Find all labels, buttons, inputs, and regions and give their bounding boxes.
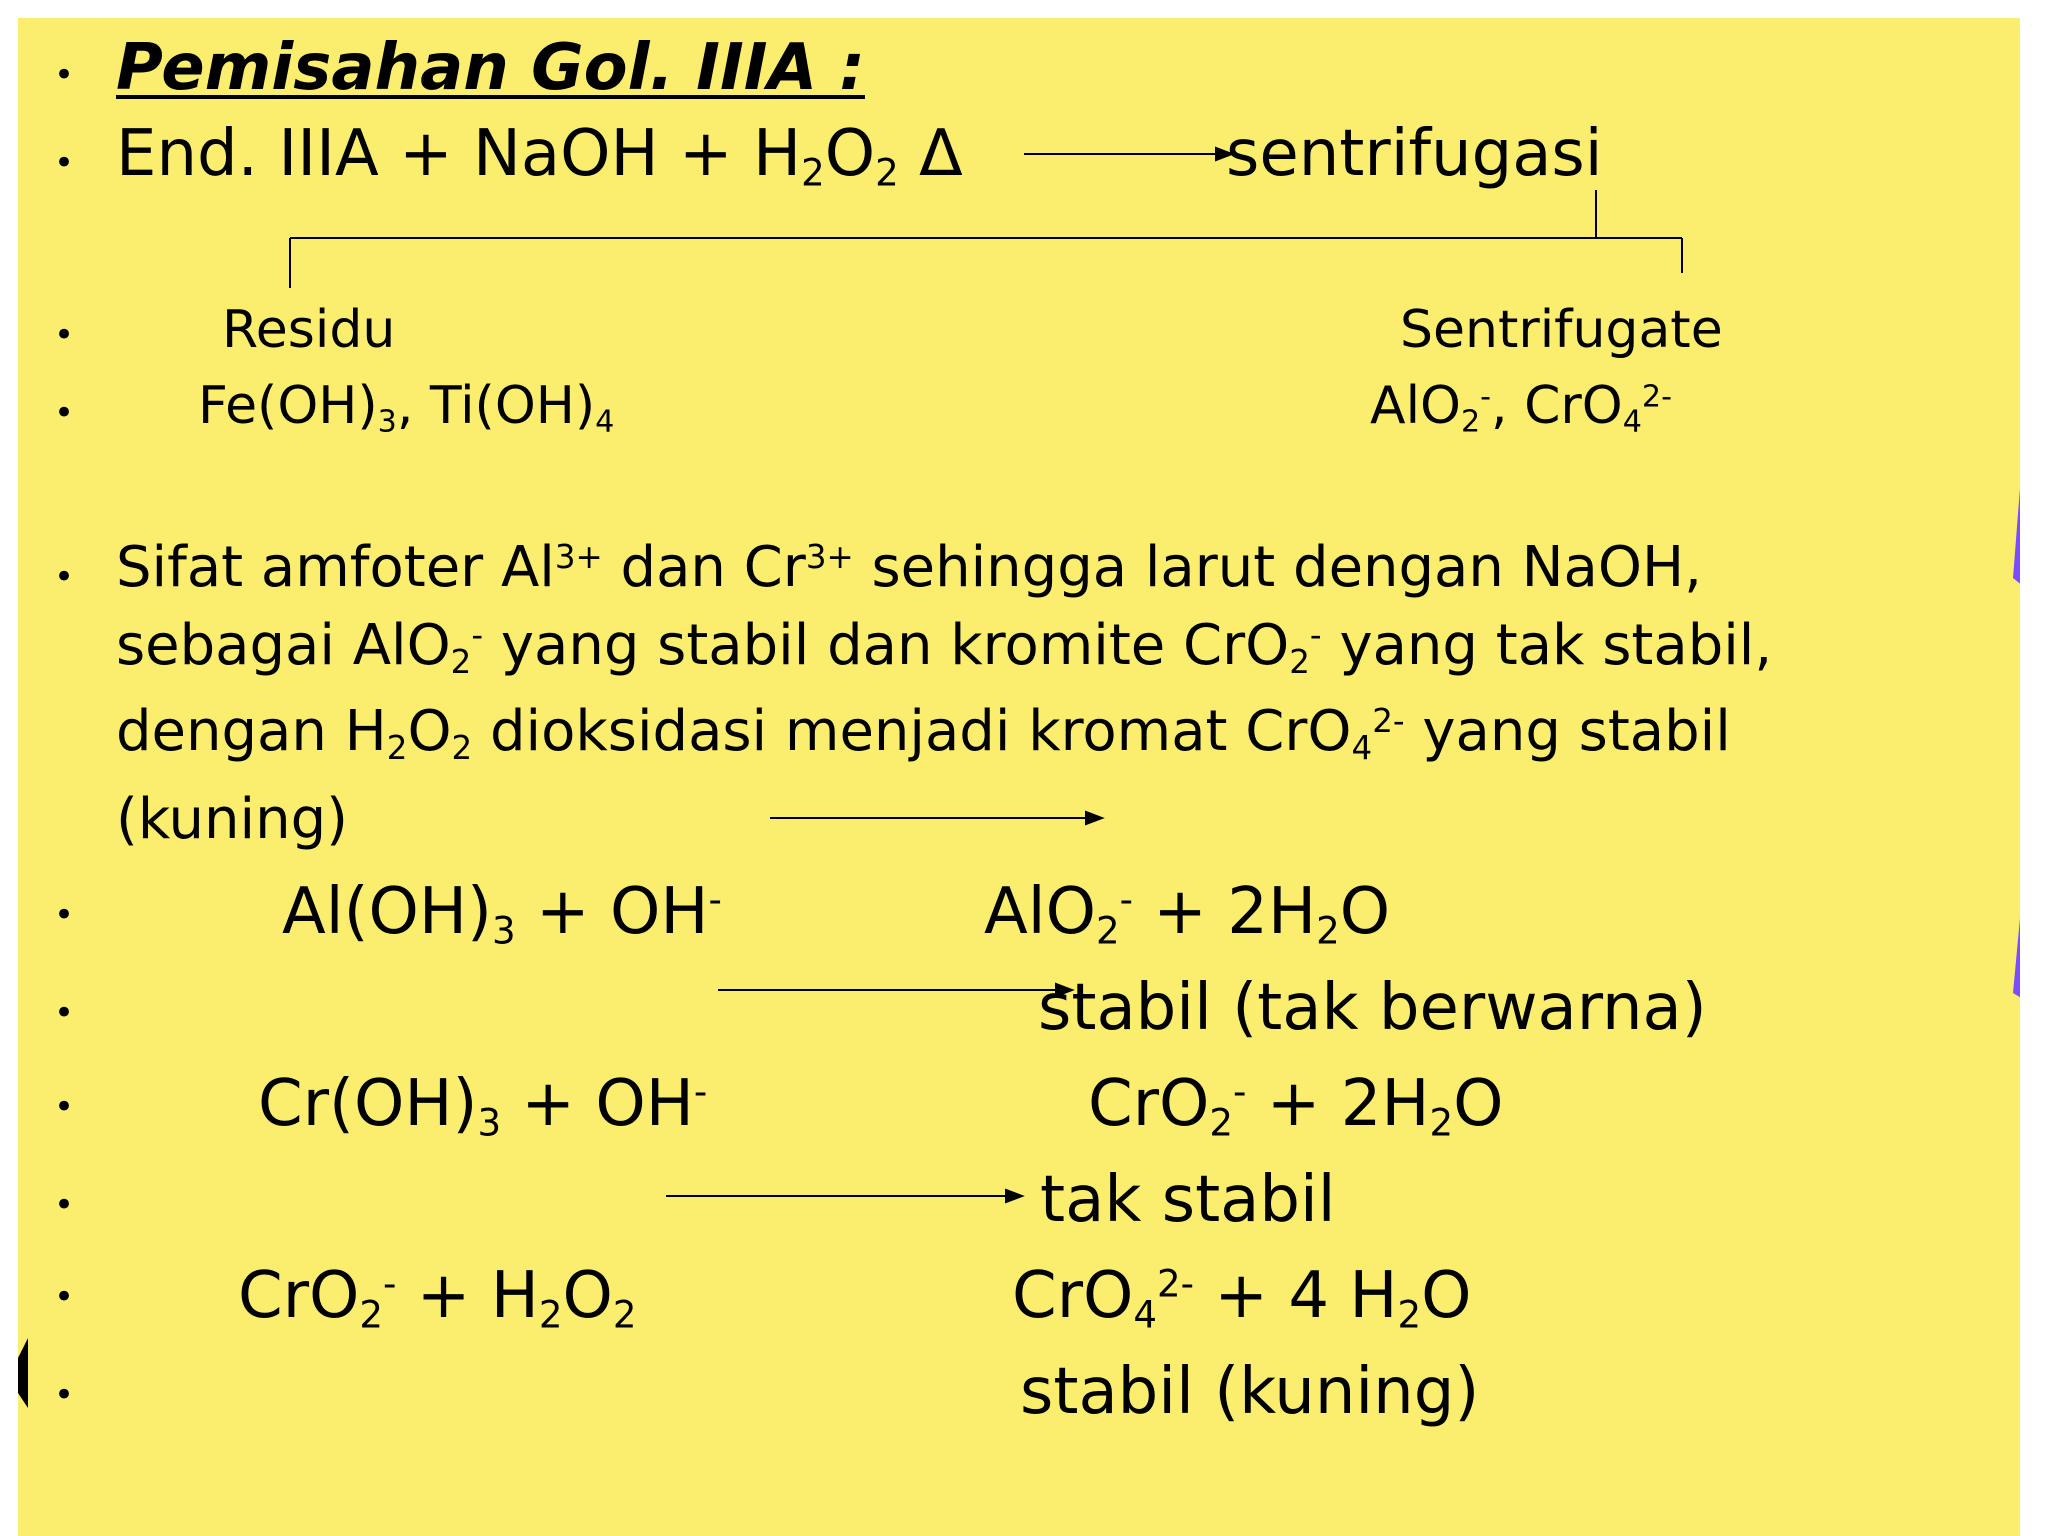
slide bbox=[18, 18, 2020, 1536]
slide-title: Pemisahan Gol. IIIA : bbox=[116, 31, 865, 105]
bullet: • bbox=[54, 993, 75, 1033]
main-reaction: End. IIIA + NaOH + $H_2O_2$ Δ bbox=[116, 117, 963, 195]
eq3-right: CrO$_4^{2-}$ + 4 $H_2O$ bbox=[1012, 1259, 1472, 1337]
eq2-left: $Cr(OH)_3 + OH^-$ bbox=[258, 1067, 708, 1145]
bullet: • bbox=[54, 1087, 75, 1127]
paragraph-line-2: sebagai AlO$_2$- yang stabil dan kromite CrO$_2$- yang tak stabil, bbox=[116, 613, 1773, 682]
residu-formula: $Fe(OH)_3$, $Ti(OH)_4$ bbox=[198, 376, 615, 440]
bullet: • bbox=[54, 895, 75, 935]
eq1-right: $AlO_2^- + 2H_2O$ bbox=[984, 875, 1391, 953]
paragraph-line-1: Sifat amfoter $Al^{3+}$ dan $Cr^{3+}$ sehingga larut dengan NaOH, bbox=[116, 535, 1702, 600]
bullet: • bbox=[54, 143, 75, 183]
eq1-note: stabil (tak berwarna) bbox=[1038, 971, 1707, 1045]
sentrifugate-label: Sentrifugate bbox=[1400, 300, 1723, 360]
bullet: • bbox=[54, 55, 75, 95]
bullet: • bbox=[54, 393, 75, 433]
bullet: • bbox=[54, 557, 75, 597]
paragraph-line-4: (kuning) bbox=[116, 787, 348, 852]
arrow-eq2 bbox=[718, 984, 1072, 996]
black-shape bbox=[18, 1338, 28, 1408]
sentrifugasi-label: sentrifugasi bbox=[1226, 117, 1603, 191]
arrow-eq1 bbox=[770, 812, 1102, 824]
eq2-right: $CrO_2^- + 2H_2O$ bbox=[1088, 1067, 1504, 1145]
sentrifugate-formula: AlO$_2$-, CrO$_4^{2-}$ bbox=[1370, 376, 1672, 440]
residu-label: Residu bbox=[222, 300, 396, 360]
purple-shape bbox=[2013, 898, 2020, 1008]
paragraph-line-3: dengan $H_2O_2$ dioksidasi menjadi kromat CrO$_4^{2-}$ yang stabil bbox=[116, 699, 1731, 768]
eq2-note: tak stabil bbox=[1040, 1163, 1336, 1237]
bullet: • bbox=[54, 315, 75, 355]
arrow-eq3 bbox=[666, 1190, 1022, 1202]
bullet: • bbox=[54, 1375, 75, 1415]
arrow-main bbox=[1024, 148, 1232, 160]
bullet: • bbox=[54, 1277, 75, 1317]
bullet: • bbox=[54, 1185, 75, 1225]
eq3-note: stabil (kuning) bbox=[1020, 1355, 1480, 1429]
eq1-left: $Al(OH)_3 + OH^-$ bbox=[282, 875, 722, 953]
purple-shape bbox=[2013, 438, 2020, 598]
eq3-left: $CrO_2^- + H_2O_2$ bbox=[238, 1259, 637, 1337]
